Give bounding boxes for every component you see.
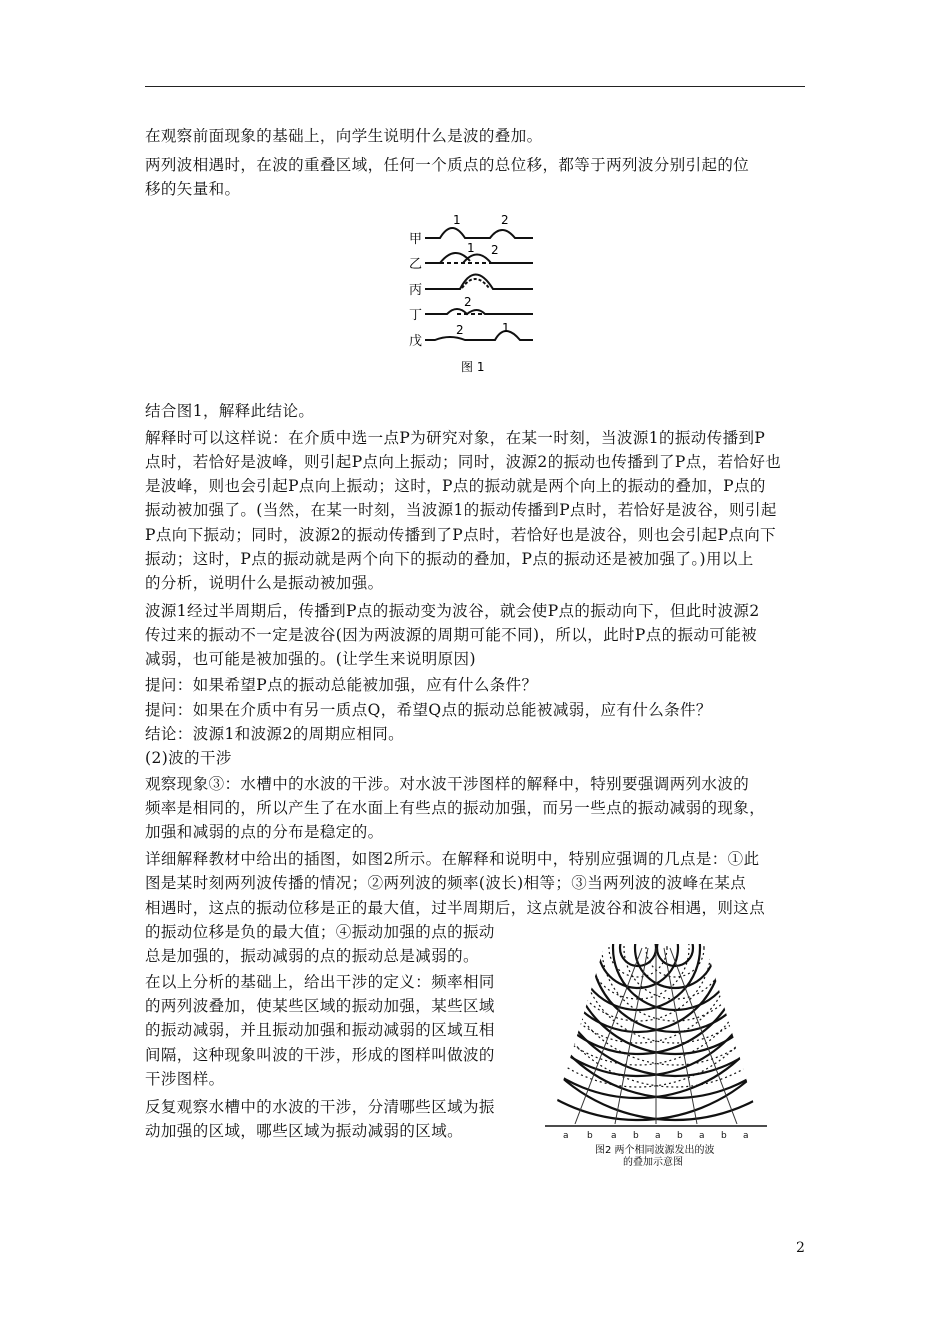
row-label-bing: 丙 <box>409 283 423 298</box>
region-label-a: a <box>699 1131 705 1141</box>
text-line: 动加强的区域，哪些区域为振动减弱的区域。 <box>145 1122 464 1140</box>
text-line: 加强和减弱的点的分布是稳定的。 <box>145 823 384 841</box>
text-line: 详细解释教材中给出的插图，如图2所示。在解释和说明中，特别应强调的几点是：①此 <box>145 850 760 868</box>
page-number: 2 <box>796 1240 805 1256</box>
region-label-a: a <box>655 1131 661 1141</box>
text-line: 的振动位移是负的最大值；④振动加强的点的振动 <box>145 923 495 941</box>
text-line: 结论：波源1和波源2的周期应相同。 <box>145 725 405 743</box>
text-line: 干涉图样。 <box>145 1070 225 1088</box>
text-line: 移的矢量和。 <box>145 180 241 198</box>
figure-2-caption-line1: 图2 两个相同波源发出的波 <box>595 1145 715 1156</box>
wave-label-2: 2 <box>491 243 499 257</box>
text-line: 提问：如果希望P点的振动总能被加强，应有什么条件？ <box>145 676 538 694</box>
text-line: 总是加强的，振动减弱的点的振动总是减弱的。 <box>145 947 479 965</box>
text-line: 振动；这时，P点的振动就是两个向下的振动的叠加，P点的振动还是被加强了。)用以上 <box>145 550 754 568</box>
wave-label-1: 1 <box>502 321 510 335</box>
header-rule <box>145 86 805 87</box>
text-line: 间隔，这种现象叫波的干涉，形成的图样叫做波的 <box>145 1046 495 1064</box>
text-line: 结合图1，解释此结论。 <box>145 402 315 420</box>
wave-label-1: 1 <box>467 241 475 255</box>
text-line: 解释时可以这样说：在介质中选一点P为研究对象，在某一时刻，当波源1的振动传播到P <box>145 429 766 447</box>
region-label-a: a <box>743 1131 749 1141</box>
text-line: 是波峰，则也会引起P点向上振动；这时，P点的振动就是两个向上的振动的叠加，P点的 <box>145 477 766 495</box>
region-label-b: b <box>587 1131 593 1141</box>
region-label-a: a <box>563 1131 569 1141</box>
text-line: 频率是相同的，所以产生了在水面上有些点的振动加强，而另一些点的振动减弱的现象， <box>145 799 766 817</box>
text-line: 图是某时刻两列波传播的情况；②两列波的频率(波长)相等；③当两列波的波峰在某点 <box>145 874 747 892</box>
figure-1-caption: 图 1 <box>461 360 485 374</box>
region-label-b: b <box>677 1131 683 1141</box>
text-line: 波源1经过半周期后，传播到P点的振动变为波谷，就会使P点的振动向下，但此时波源2 <box>145 602 760 620</box>
text-line: 的振动减弱，并且振动加强和振动减弱的区域互相 <box>145 1021 495 1039</box>
text-line: 的两列波叠加，使某些区域的振动加强，某些区域 <box>145 997 495 1015</box>
region-label-b: b <box>721 1131 727 1141</box>
text-line: 提问：如果在介质中有另一质点Q，希望Q点的振动总能被减弱，应有什么条件？ <box>145 701 712 719</box>
text-line: 在观察前面现象的基础上，向学生说明什么是波的叠加。 <box>145 127 543 145</box>
region-label-b: b <box>633 1131 639 1141</box>
region-label-a: a <box>611 1131 617 1141</box>
wave-label-2: 2 <box>464 295 472 309</box>
figure-1-wave-superposition <box>405 206 545 378</box>
row-label-ding: 丁 <box>409 308 423 323</box>
text-line: 传过来的振动不一定是波谷(因为两波源的周期可能不同)，所以，此时P点的振动可能被 <box>145 626 758 644</box>
text-line: 的分析，说明什么是振动被加强。 <box>145 574 384 592</box>
text-line: 观察现象③：水槽中的水波的干涉。对水波干涉图样的解释中，特别要强调两列水波的 <box>145 775 750 793</box>
text-line: 振动被加强了。(当然，在某一时刻，当波源1的振动传播到P点时，若恰好是波谷，则引起 <box>145 501 777 519</box>
row-label-jia: 甲 <box>409 232 423 247</box>
text-line: 相遇时，这点的振动位移是正的最大值，过半周期后，这点就是波谷和波谷相遇，则这点 <box>145 899 766 917</box>
text-line: 两列波相遇时，在波的重叠区域，任何一个质点的总位移，都等于两列波分别引起的位 <box>145 156 750 174</box>
text-line: 在以上分析的基础上，给出干涉的定义：频率相同 <box>145 973 495 991</box>
row-label-wu: 戊 <box>409 334 423 349</box>
text-line: 减弱，也可能是被加强的。(让学生来说明原因) <box>145 650 476 668</box>
wave-label-2: 2 <box>456 323 464 337</box>
text-line: P点向下振动；同时，波源2的振动传播到了P点时，若恰好也是波谷，则也会引起P点向下 <box>145 526 777 544</box>
wave-label-1: 1 <box>453 213 461 227</box>
figure-2-caption-line2: 的叠加示意图 <box>623 1157 683 1168</box>
text-line: 点时，若恰好是波峰，则引起P点向上振动；同时，波源2的振动也传播到了P点，若恰好也 <box>145 453 782 471</box>
row-label-yi: 乙 <box>409 257 423 272</box>
wave-label-2: 2 <box>501 213 509 227</box>
figure-2-interference-pattern <box>545 944 767 1174</box>
text-line: (2)波的干涉 <box>145 749 232 767</box>
text-line: 反复观察水槽中的水波的干涉，分清哪些区域为振 <box>145 1098 495 1116</box>
